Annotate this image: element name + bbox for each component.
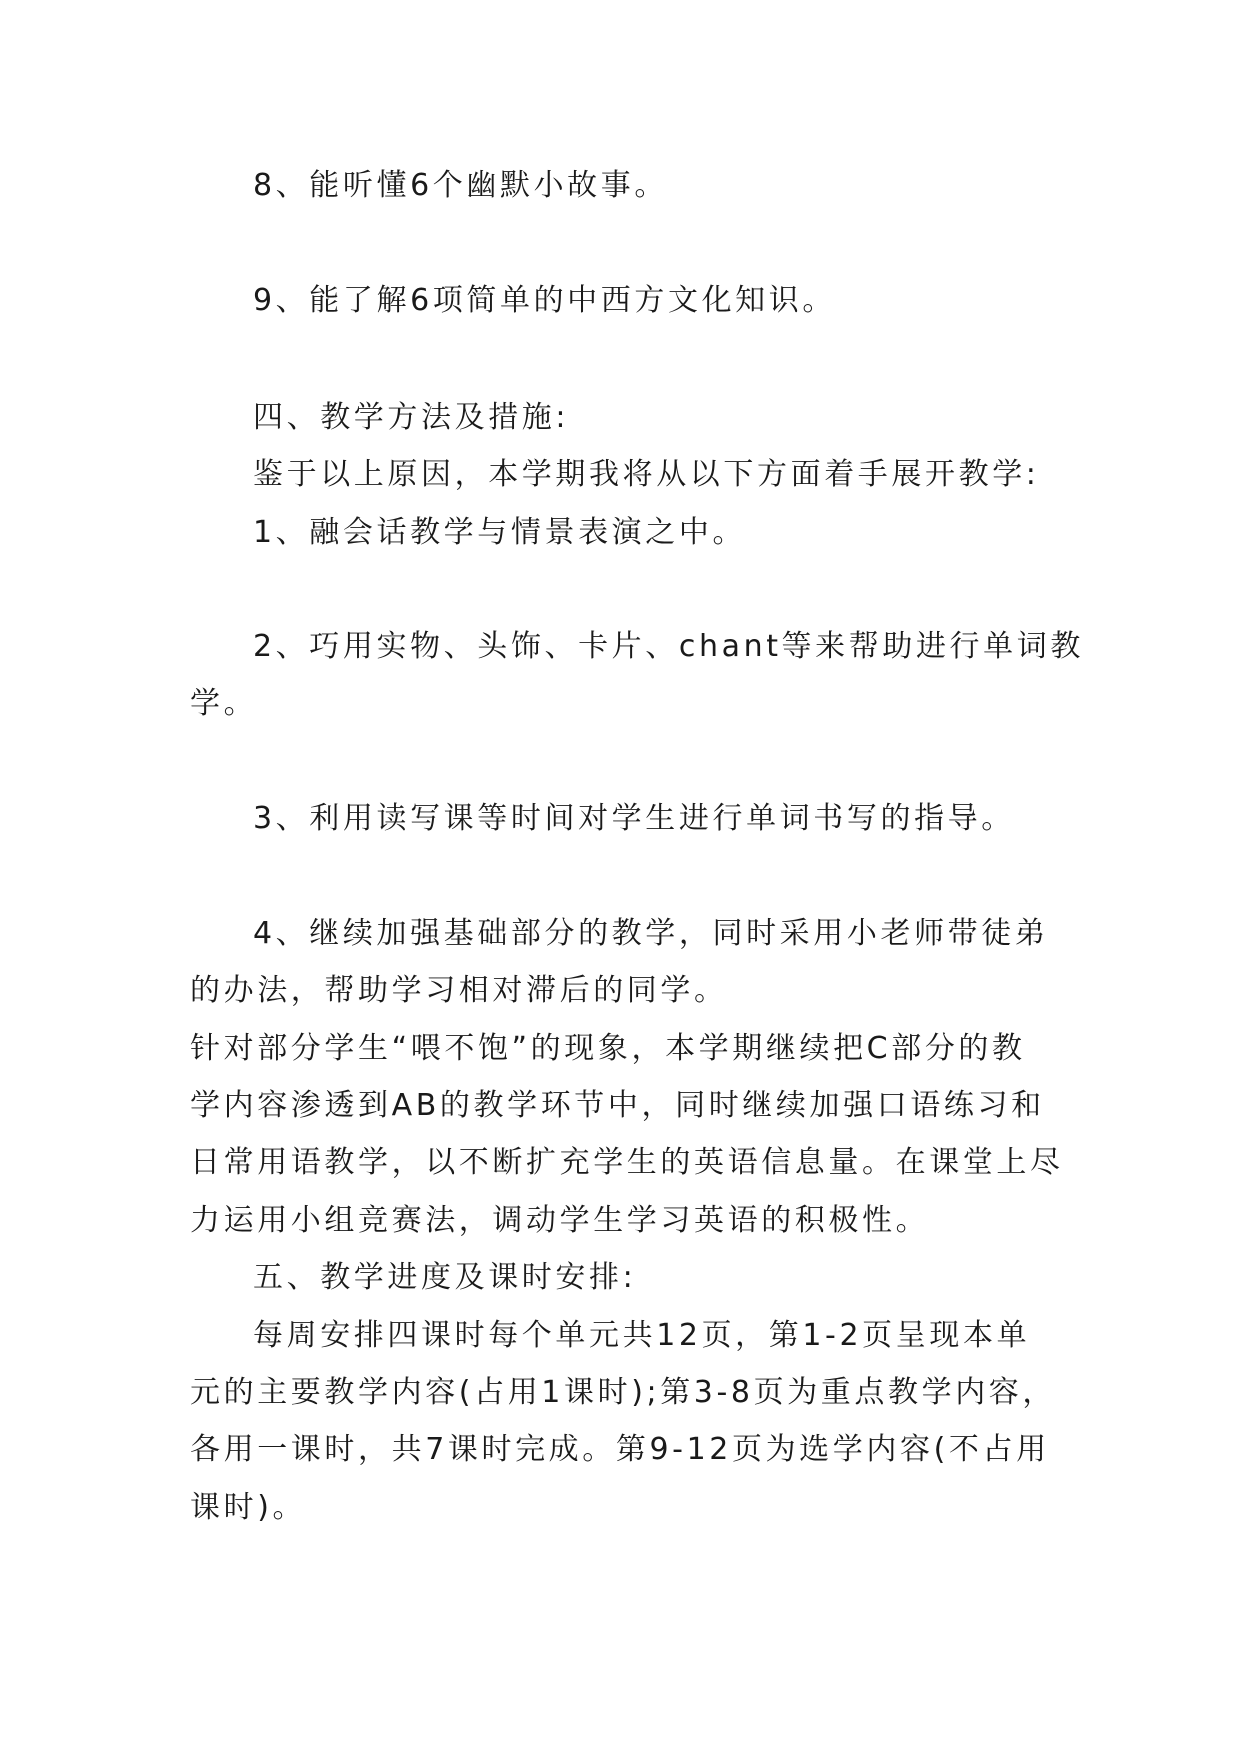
section-heading-schedule: 五、教学进度及课时安排: <box>253 1260 637 1295</box>
schedule-line: 元的主要教学内容(占用1课时);第3-8页为重点教学内容， <box>190 1375 1057 1410</box>
method-item-1: 1、融会话教学与情景表演之中。 <box>253 515 747 550</box>
goal-item-9: 9、能了解6项简单的中西方文化知识。 <box>253 283 836 318</box>
paragraph-line: 针对部分学生“喂不饱”的现象，本学期继续把C部分的教 <box>190 1031 1026 1066</box>
paragraph-line: 日常用语教学，以不断扩充学生的英语信息量。在课堂上尽 <box>190 1145 1064 1180</box>
section-heading-methods: 四、教学方法及措施: <box>253 400 570 435</box>
schedule-line: 每周安排四课时每个单元共12页，第1-2页呈现本单 <box>253 1318 1031 1353</box>
paragraph-line: 力运用小组竞赛法，调动学生学习英语的积极性。 <box>190 1203 930 1238</box>
method-item-4-line-2: 的办法，帮助学习相对滞后的同学。 <box>190 973 728 1008</box>
method-item-4-line-1: 4、继续加强基础部分的教学，同时采用小老师带徒弟 <box>253 916 1049 951</box>
method-item-3: 3、利用读写课等时间对学生进行单词书写的指导。 <box>253 801 1015 836</box>
schedule-line: 课时)。 <box>190 1490 307 1525</box>
methods-intro: 鉴于以上原因，本学期我将从以下方面着手展开教学: <box>253 457 1040 492</box>
goal-item-8: 8、能听懂6个幽默小故事。 <box>253 168 668 203</box>
method-item-2-line-2: 学。 <box>190 686 258 721</box>
schedule-line: 各用一课时，共7课时完成。第9-12页为选学内容(不占用 <box>190 1432 1050 1467</box>
paragraph-line: 学内容渗透到AB的教学环节中，同时继续加强口语练习和 <box>190 1088 1045 1123</box>
method-item-2-line-1: 2、巧用实物、头饰、卡片、chant等来帮助进行单词教 <box>253 629 1084 664</box>
